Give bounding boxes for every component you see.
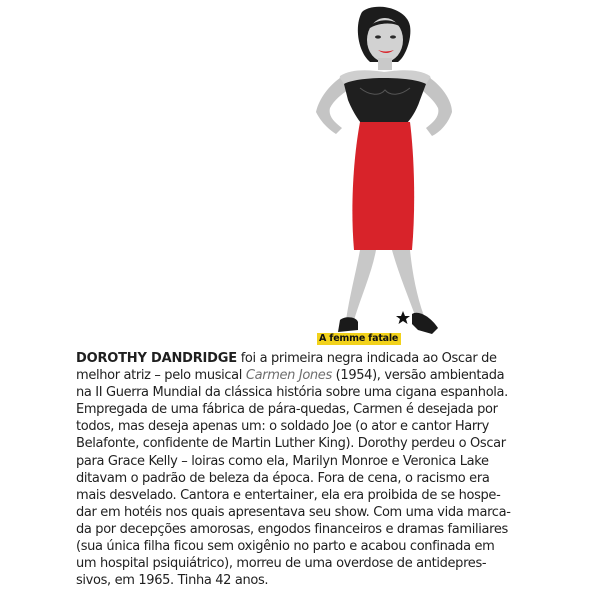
article-line-6: Belafonte, confidente de Martin Luther King). Dorothy perdeu o Oscar xyxy=(76,436,506,452)
caption-tag xyxy=(317,333,401,345)
article-line-5: todos, mas deseja apenas um: o soldado Joe (o ator e cantor Harry xyxy=(76,419,490,435)
article-line-13: um hospital psiquiátrico), morreu de uma overdose de antidepres- xyxy=(76,556,487,572)
article-line-12: (sua única filha ficou sem oxigênio no parto e acabou confinada em xyxy=(76,539,495,555)
article-text-segment: foi a primeira negra indicada ao Oscar de xyxy=(236,351,497,366)
article-line-10: dar em hotéis nos quais apresentava seu show. Com uma vida marca- xyxy=(76,504,511,520)
article-text xyxy=(76,350,548,589)
article-line-2 xyxy=(76,367,548,384)
article-line-11: da por decepções amorosas, engodos financeiros e dramas familiares xyxy=(76,521,508,537)
article-text-segment: melhor atriz – pelo musical xyxy=(76,368,246,384)
article-line-8: ditavam o padrão de beleza da época. Fora de cena, o racismo era xyxy=(76,470,490,486)
article-line-1 xyxy=(76,350,548,367)
photo-dorothy-dandridge xyxy=(300,4,460,342)
article-text-segment: (1954), versão ambientada xyxy=(331,368,505,384)
article-line-9: mais desvelado. Cantora e entertainer, ela era proibida de se hospe- xyxy=(76,487,501,503)
film-title: Carmen Jones xyxy=(245,368,332,384)
article-line-14: sivos, em 1965. Tinha 42 anos. xyxy=(76,573,269,589)
article-line-3: na II Guerra Mundial da clássica história sobre uma cigana espanhola. xyxy=(76,385,508,401)
star-icon xyxy=(396,311,410,324)
article-line-7: para Grace Kelly – loiras como ela, Marilyn Monroe e Veronica Lake xyxy=(76,453,489,469)
article-line-4: Empregada de uma fábrica de pára-quedas, Carmen é desejada por xyxy=(76,402,498,418)
subject-name: DOROTHY DANDRIDGE xyxy=(76,351,237,366)
caption-label: A femme fatale xyxy=(319,333,399,344)
